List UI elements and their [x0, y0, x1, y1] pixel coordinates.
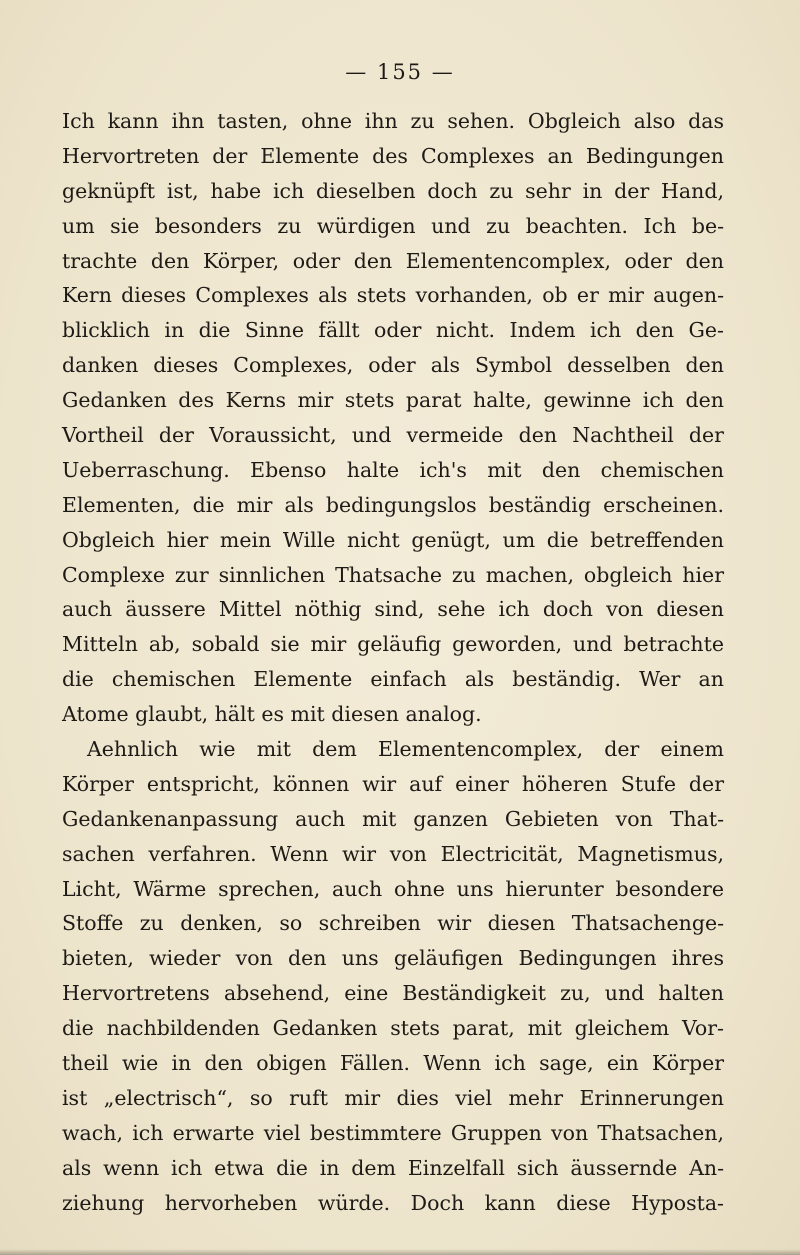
text-line: Licht, Wärme sprechen, auch ohne uns hierunter besondere [62, 876, 724, 901]
text-line: danken dieses Complexes, oder als Symbol desselben den [62, 353, 724, 378]
text-line: Kern dieses Complexes als stets vorhanden, ob er mir augen- [62, 283, 724, 308]
text-line: Aehnlich wie mit dem Elementencomplex, der einem [87, 737, 724, 762]
text-line: ziehung hervorheben würde. Doch kann diese Hyposta- [62, 1190, 724, 1215]
text-line: Stoffe zu denken, so schreiben wir diesen Thatsachenge- [62, 911, 724, 936]
text-line: Atome glaubt, hält es mit diesen analog. [62, 702, 482, 727]
text-line: als wenn ich etwa die in dem Einzelfall sich äussernde An- [62, 1155, 724, 1180]
text-line: Gedanken des Kerns mir stets parat halte, gewinne ich den [62, 388, 724, 413]
text-line: um sie besonders zu würdigen und zu beachten. Ich be- [62, 213, 724, 238]
text-line: bieten, wieder von den uns geläufigen Bedingungen ihres [62, 946, 724, 971]
text-line: Gedankenanpassung auch mit ganzen Gebieten von That- [62, 806, 724, 831]
text-line: auch äussere Mittel nöthig sind, sehe ich doch von diesen [62, 597, 724, 622]
text-line: Vortheil der Voraussicht, und vermeide den Nachtheil der [62, 423, 724, 448]
text-line: blicklich in die Sinne fällt oder nicht. Indem ich den Ge- [62, 318, 724, 343]
text-line: Complexe zur sinnlichen Thatsache zu machen, obgleich hier [62, 562, 724, 587]
text-line: Ich kann ihn tasten, ohne ihn zu sehen. Obgleich also das [62, 109, 724, 133]
text-line: Mitteln ab, sobald sie mir geläufig geworden, und betrachte [62, 632, 724, 657]
text-line: wach, ich erwarte viel bestimmtere Gruppen von Thatsachen, [62, 1120, 724, 1145]
text-line: Körper entspricht, können wir auf einer höheren Stufe der [62, 771, 724, 796]
text-line: geknüpft ist, habe ich dieselben doch zu sehr in der Hand, [62, 178, 724, 203]
page-edge-shadow [0, 1249, 800, 1255]
page-number: — 155 — [345, 60, 455, 84]
text-line: trachte den Körper, oder den Elementencomplex, oder den [62, 248, 724, 273]
text-line: die chemischen Elemente einfach als beständig. Wer an [62, 667, 724, 692]
text-line: ist „electrisch“, so ruft mir dies viel mehr Erinnerungen [62, 1085, 724, 1110]
text-line: Hervortreten der Elemente des Complexes an Bedingungen [62, 143, 724, 168]
text-line: Ueberraschung. Ebenso halte ich's mit den chemischen [62, 457, 724, 482]
text-line: Obgleich hier mein Wille nicht genügt, um die betreffenden [62, 527, 724, 552]
text-line: Hervortretens absehend, eine Beständigkeit zu, und halten [62, 981, 724, 1006]
text-line: theil wie in den obigen Fällen. Wenn ich sage, ein Körper [62, 1051, 724, 1076]
text-line: die nachbildenden Gedanken stets parat, mit gleichem Vor- [62, 1016, 724, 1041]
text-line: Elementen, die mir als bedingungslos beständig erscheinen. [62, 492, 724, 517]
text-line: sachen verfahren. Wenn wir von Electricität, Magnetismus, [62, 841, 724, 866]
body-text [62, 104, 724, 1221]
